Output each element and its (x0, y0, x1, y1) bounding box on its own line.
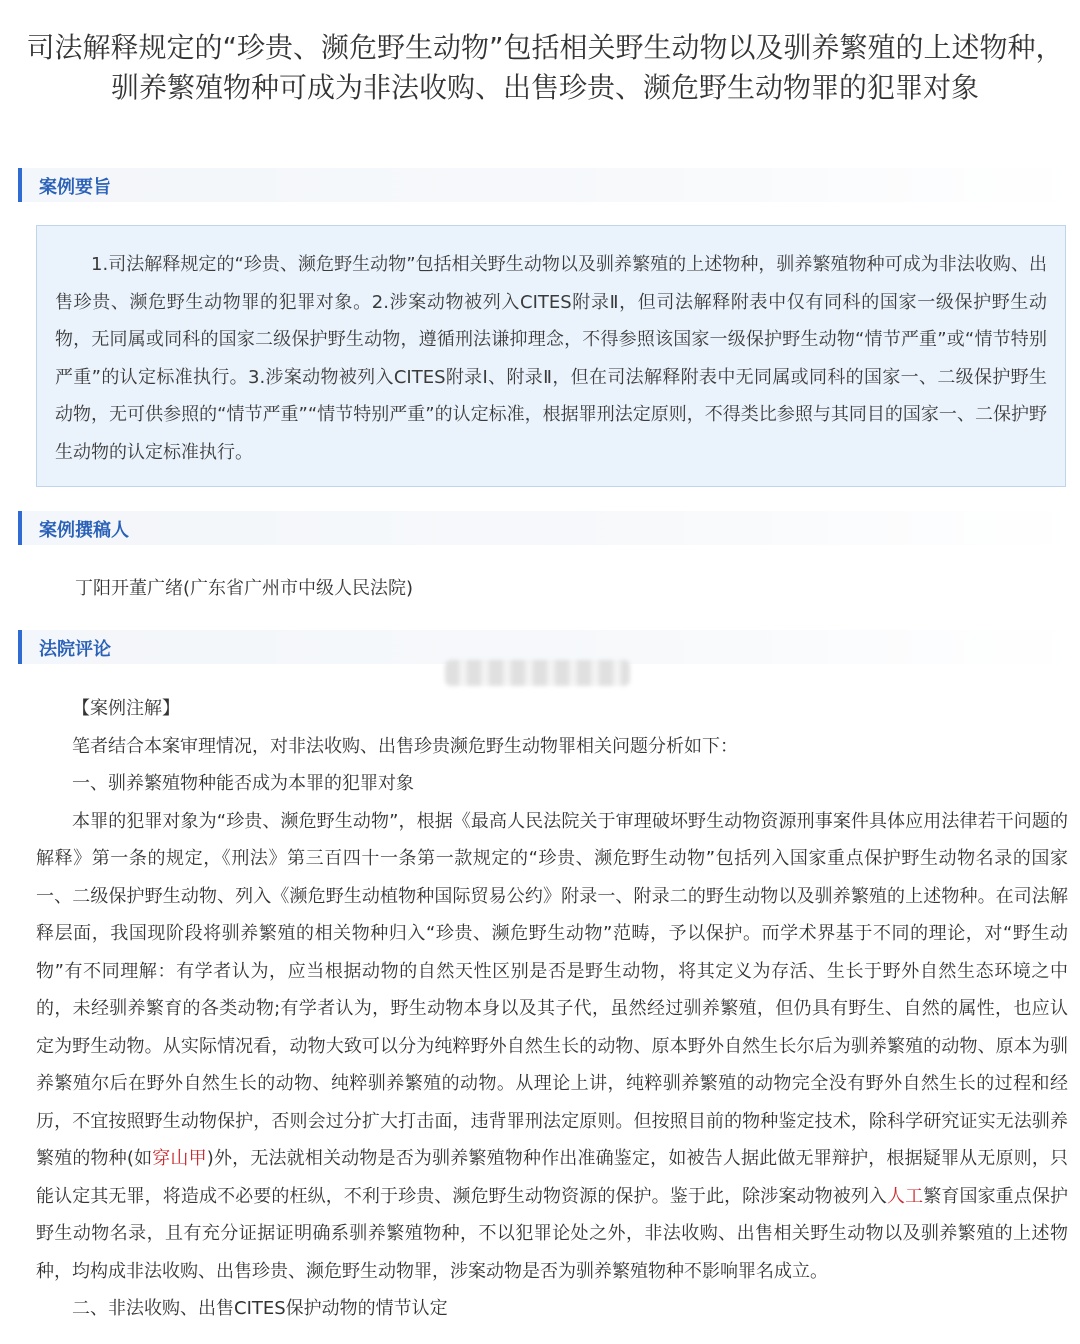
case-summary-box (36, 225, 1066, 487)
section-heading-summary (18, 168, 1080, 202)
highlight-artificial[interactable]: 人工 (887, 1185, 924, 1207)
page-title-line-1: 司法解释规定的“珍贵、濒危野生动物”包括相关野生动物以及驯养繁殖的上述物种， (26, 31, 1064, 64)
court-comment (36, 690, 1068, 1328)
case-author: 丁阳开董广绪(广东省广州市中级人民法院) (75, 578, 414, 599)
page-title (10, 28, 1080, 108)
comment-note-label: 【案例注解】 (72, 698, 180, 719)
section-heading-author (18, 511, 1080, 545)
case-summary-text: 1.司法解释规定的“珍贵、濒危野生动物”包括相关野生动物以及驯养繁殖的上述物种，驯养繁殖物种可成为非法收购、出售珍贵、濒危野生动物罪的犯罪对象。2.涉案动物被列入CITES附录Ⅱ，但司法解释附表中仅有同科的国家一级保护野生动物，无同属或同科的国家二级保护野生动物，遵循刑法谦抑理念，不得参照该国家一级保护野生动物“情节严重”或“情节特别严重”的认定标准执行。3.涉案动物被列入CITES附录Ⅰ、附录Ⅱ，但在司法解释附表中无同属或同科的国家一、二级保护野生动物，无可供参照的“情节严重”“情节特别严重”的认定标准，根据罪刑法定原则，不得类比参照与其同目的国家一、二保护野生动物的认定标准执行。 (55, 254, 1047, 463)
comment-paragraph-1-part-3: 繁育国家重点保护野生动物名录，且有充分证据证明确系驯养繁殖物种，不以犯罪论处之外，非法收购、出售相关野生动物以及驯养繁殖的上述物种，均构成非法收购、出售珍贵、濒危野生动物罪，涉案动物是否为驯养繁殖物种不影响罪名成立。 (36, 1185, 1068, 1282)
section-heading-summary-label: 案例要旨 (39, 177, 111, 198)
comment-paragraph-1-part-2: )外，无法就相关动物是否为驯养繁殖物种作出准确鉴定，如被告人据此做无罪辩护，根据疑罪从无原则，只能认定其无罪，将造成不必要的枉纵，不利于珍贵、濒危野生动物资源的保护。鉴于此，除涉案动物被列入 (36, 1148, 1068, 1207)
section-heading-comment-label: 法院评论 (39, 639, 111, 660)
highlight-pangolin[interactable]: 穿山甲 (152, 1148, 207, 1169)
comment-intro: 笔者结合本案审理情况，对非法收购、出售珍贵濒危野生动物罪相关问题分析如下： (72, 735, 738, 757)
comment-heading-2: 二、非法收购、出售CITES保护动物的情节认定 (72, 1298, 448, 1319)
blurred-watermark (445, 660, 630, 686)
comment-heading-1: 一、驯养繁殖物种能否成为本罪的犯罪对象 (72, 773, 414, 794)
comment-paragraph-1-part-1: 本罪的犯罪对象为“珍贵、濒危野生动物”，根据《最高人民法院关于审理破坏野生动物资源刑事案件具体应用法律若干问题的解释》第一条的规定，《刑法》第三百四十一条第一款规定的“珍贵、濒危野生动物”包括列入国家重点保护野生动物名录的国家一、二级保护野生动物、列入《濒危野生动植物种国际贸易公约》附录一、附录二的野生动物以及驯养繁殖的上述物种。在司法解释层面，我国现阶段将驯养繁殖的相关物种归入“珍贵、濒危野生动物”范畴，予以保护。而学术界基于不同的理论，对“野生动物”有不同理解：有学者认为，应当根据动物的自然天性区别是否是野生动物，将其定义为存活、生长于野外自然生态环境之中的，未经驯养繁育的各类动物;有学者认为，野生动物本身以及其子代，虽然经过驯养繁殖，但仍具有野生、自然的属性，也应认定为野生动物。从实际情况看，动物大致可以分为纯粹野外自然生长的动物、原本野外自然生长尔后为驯养繁殖的动物、原本为驯养繁殖尔后在野外自然生长的动物、纯粹驯养繁殖的动物。从理论上讲，纯粹驯养繁殖的动物完全没有野外自然生长的过程和经历，不宜按照野生动物保护，否则会过分扩大打击面，违背罪刑法定原则。但按照目前的物种鉴定技术，除科学研究证实无法驯养繁殖的物种(如 (36, 810, 1068, 1169)
page-title-line-2: 驯养繁殖物种可成为非法收购、出售珍贵、濒危野生动物罪的犯罪对象 (110, 71, 979, 104)
comment-paragraph-1 (36, 803, 1068, 1291)
section-heading-comment (18, 630, 1080, 664)
section-heading-author-label: 案例撰稿人 (39, 520, 129, 541)
